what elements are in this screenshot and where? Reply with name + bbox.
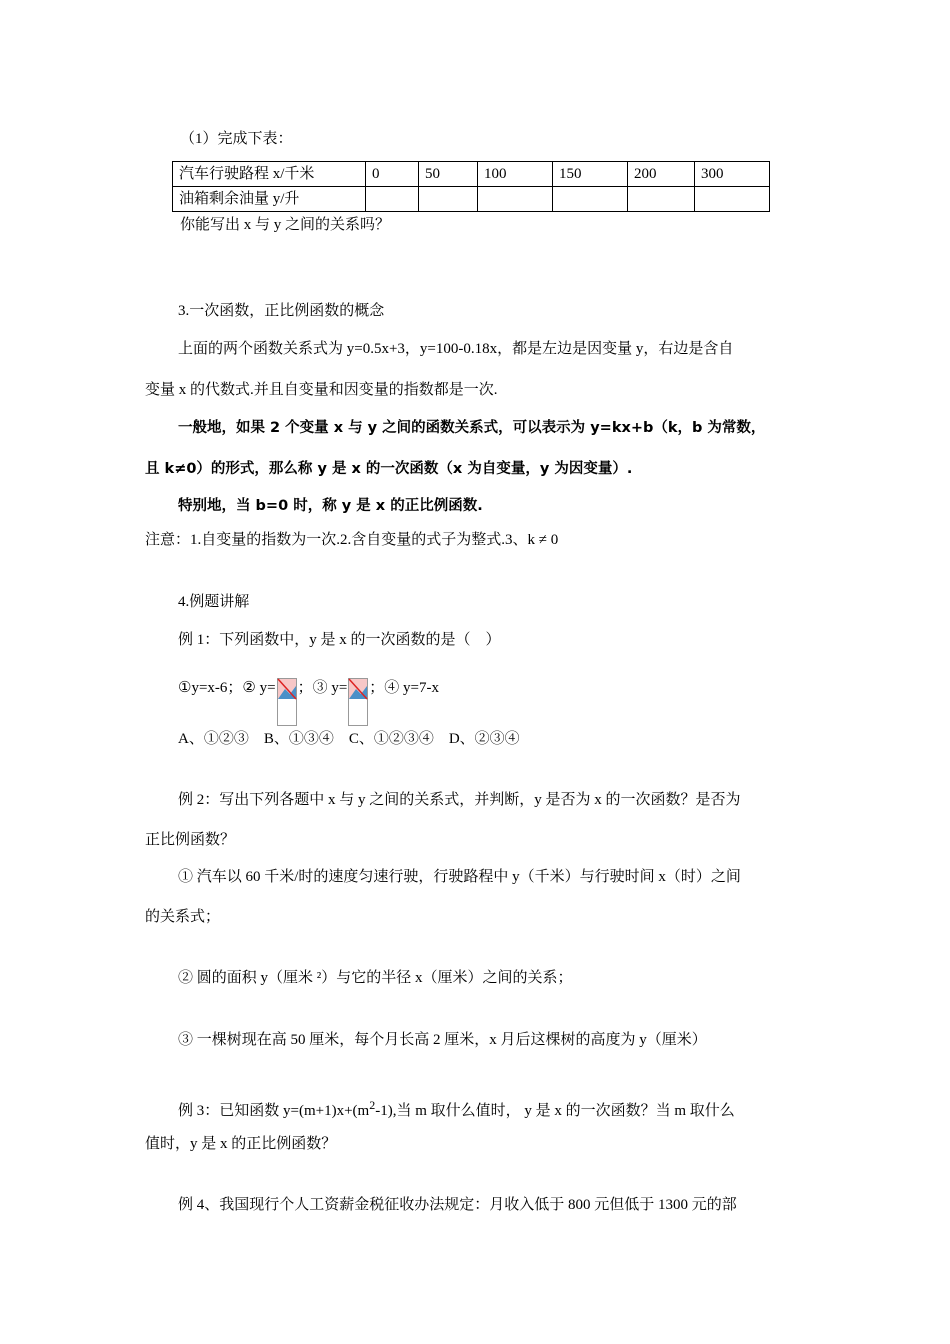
table-cell-empty	[695, 187, 770, 212]
table-cell-empty	[628, 187, 695, 212]
relation-question: 你能写出 x 与 y 之间的关系吗？	[180, 217, 391, 233]
section3-paragraph: 上面的两个函数关系式为 y=0.5x+3，y=100-0.18x，都是左边是因变量 y，右边是含自	[178, 341, 734, 357]
part1-heading: （1）完成下表：	[180, 131, 293, 147]
example3-question	[178, 1095, 735, 1121]
table-cell: 0	[366, 162, 419, 187]
table-cell-empty	[478, 187, 553, 212]
option-text: ；③ y=	[297, 680, 348, 696]
example2-item: 的关系式；	[145, 909, 221, 925]
example2-question: 正比例函数？	[145, 832, 236, 848]
example2-item: ② 圆的面积 y（厘米 ²）与它的半径 x（厘米）之间的关系；	[178, 970, 573, 986]
broken-image-icon	[348, 678, 368, 726]
option-text: ①y=x-6；② y=	[178, 680, 276, 696]
example2-question: 例 2：写出下列各题中 x 与 y 之间的关系式，并判断，y 是否为 x 的一次函数？是否为	[178, 792, 741, 808]
example1-choices: A、①②③ B、①③④ C、①②③④ D、②③④	[178, 731, 520, 747]
table-cell: 150	[553, 162, 628, 187]
table-row2-label: 油箱剩余油量 y/升	[173, 187, 366, 212]
broken-image-icon	[277, 678, 297, 726]
table-cell: 50	[419, 162, 478, 187]
example1-options	[178, 678, 439, 726]
example3-text: -1),当 m 取什么值时， y 是 x 的一次函数？当 m 取什么	[375, 1103, 735, 1119]
table-cell: 300	[695, 162, 770, 187]
section3-title: 3.一次函数，正比例函数的概念	[178, 303, 385, 319]
note-text: 注意：1.自变量的指数为一次.2.含自变量的式子为整式.3、k ≠ 0	[145, 532, 559, 548]
section3-paragraph: 变量 x 的代数式.并且自变量和因变量的指数都是一次.	[145, 382, 498, 398]
table-cell-empty	[366, 187, 419, 212]
table-cell-empty	[553, 187, 628, 212]
definition-text: 一般地，如果 2 个变量 x 与 y 之间的函数关系式，可以表示为 y=kx+b（k，b 为常数，	[178, 420, 766, 436]
special-definition: 特别地，当 b=0 时，称 y 是 x 的正比例函数.	[178, 498, 483, 514]
section4-title: 4.例题讲解	[178, 594, 250, 610]
example4-question: 例 4、我国现行个人工资薪金税征收办法规定：月收入低于 800 元但低于 1300 元的部	[178, 1197, 737, 1213]
example2-item: ③ 一棵树现在高 50 厘米，每个月长高 2 厘米，x 月后这棵树的高度为 y（厘米）	[178, 1032, 707, 1048]
table-cell-empty	[419, 187, 478, 212]
table-cell: 100	[478, 162, 553, 187]
example1-question: 例 1：下列函数中，y 是 x 的一次函数的是（ ）	[178, 632, 501, 648]
exponent: 2	[369, 1098, 376, 1112]
table-row	[173, 162, 770, 187]
table-header-label: 汽车行驶路程 x/千米	[173, 162, 366, 187]
example3-text: 例 3：已知函数 y=(m+1)x+(m	[178, 1103, 370, 1119]
definition-text: 且 k≠0）的形式，那么称 y 是 x 的一次函数（x 为自变量，y 为因变量）.	[145, 461, 633, 477]
example2-item: ① 汽车以 60 千米/时的速度匀速行驶，行驶路程中 y（千米）与行驶时间 x（时）之间	[178, 869, 741, 885]
table-cell: 200	[628, 162, 695, 187]
table-row	[173, 187, 770, 212]
example3-question: 值时，y 是 x 的正比例函数？	[145, 1136, 337, 1152]
option-text: ；④ y=7-x	[369, 680, 439, 696]
fuel-table	[172, 161, 770, 212]
